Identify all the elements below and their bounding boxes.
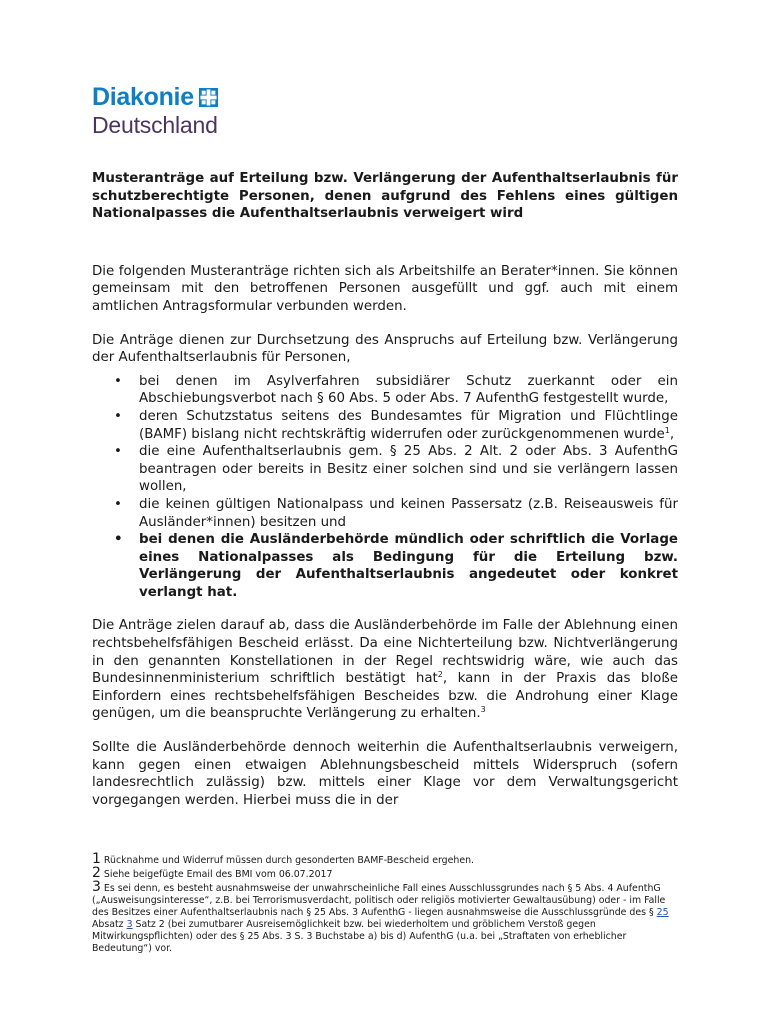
list-item: [92, 496, 678, 531]
bullet-icon: •: [114, 444, 122, 460]
footnote-ref-1: 1: [664, 425, 670, 435]
list-item: [92, 408, 678, 443]
footnote-text: Es sei denn, es besteht ausnahmsweise der unwahrscheinliche Fall eines Ausschlussgrundes nach § 5 Abs. 4 AufenthG („Ausweisungsinteresse“, z.B. bei Terrorismusverdacht, politisch oder religiös motivierter Gewaltausübung) oder - im Falle des Besitzes einer Aufenthaltserlaubnis nach § 25 Abs. 3 AufenthG - liegen ausnahmsweise die Ausschlussgründe des §: [92, 883, 666, 918]
footnote-number: 1: [92, 851, 101, 867]
bullet-icon: •: [114, 373, 122, 389]
logo-top-row: [92, 84, 218, 110]
aim-paragraph: [92, 617, 678, 723]
footnote-text: Siehe beigefügte Email des BMI vom 06.07.2017: [103, 869, 333, 880]
footnote-ref-2: 2: [437, 670, 443, 680]
bullet-icon: •: [114, 532, 123, 548]
lead-paragraph: Die Anträge dienen zur Durchsetzung des Anspruchs auf Erteilung bzw. Verlängerung der Aufenthaltserlaubnis für Personen,: [92, 332, 678, 366]
footnote-number: 2: [92, 865, 101, 881]
bullet-icon: •: [114, 408, 122, 424]
list-item-suffix: ,: [669, 426, 675, 442]
list-item-text: bei denen die Ausländerbehörde mündlich oder schriftlich die Vorlage eines Nationalpasses als Bedingung für die Erteilung bzw. Verlängerung der Aufenthaltserlaubnis angedeutet oder konkret verlangt hat.: [139, 532, 678, 600]
footnote-text: Absatz: [92, 919, 124, 930]
aim-text-end: , kann in der Praxis das bloße Einfordern eines rechtsbehelfsfähigen Bescheides bzw. die Androhung einer Klage genügen, um die beanspruchte Verlängerung zu erhalten.: [92, 671, 678, 722]
footnote-3: [92, 881, 678, 955]
list-item: [92, 443, 678, 496]
list-item: [92, 373, 678, 408]
footnotes: [92, 853, 678, 955]
logo-brand-text: Diakonie: [92, 83, 194, 111]
aim-text-start: Die Anträge zielen darauf ab, dass die Ausländerbehörde im Falle der Ablehnung einen rechtsbehelfsfähigen Bescheid erlässt. Da eine Nichterteilung bzw. Nichtverlängerung in den genannten Konstellationen in der Regel rechtswidrig wäre, wie auch das Bundesinnenministerium schriftlich bestätigt hat: [92, 618, 678, 687]
intro-paragraph: Die folgenden Musteranträge richten sich als Arbeitshilfe an Berater*innen. Sie können gemeinsam mit den betroffenen Personen ausgefüllt und ggf. auch mit einem amtlichen Antragsformular verbunden werden.: [92, 263, 678, 314]
diakonie-cross-icon: [199, 88, 218, 107]
list-item-text: die keinen gültigen Nationalpass und keinen Passersatz (z.B. Reiseausweis für Ausländer*innen) besitzen und: [139, 496, 678, 530]
footnote-text: Rücknahme und Widerruf müssen durch gesonderten BAMF-Bescheid ergehen.: [103, 855, 475, 866]
footnote-text: Satz 2 (bei zumutbarer Ausreisemöglichkeit bzw. bei wiederholtem und gröblichem Verstoß gegen Mitwirkungspflichten) oder des § 25 Abs. 3 S. 3 Buchstabe a) bis d) AufenthG (u.a. bei „Straftaten von erheblicher Bedeutung“) vor.: [92, 919, 627, 954]
objection-paragraph: Sollte die Ausländerbehörde dennoch weiterhin die Aufenthaltserlaubnis verweigern, kann gegen einen etwaigen Ablehnungsbescheid mittels Widerspruch (sofern landesrechtlich zulässig) bzw. mittels einer Klage vor dem Verwaltungsgericht vorgegangen werden. Hierbei muss die in der: [92, 740, 678, 808]
diakonie-logo: [92, 84, 218, 137]
document-title: Musteranträge auf Erteilung bzw. Verlängerung der Aufenthaltserlaubnis für schutzberechtigte Personen, denen aufgrund des Fehlens eines gültigen Nationalpasses die Aufenthaltserlaubnis verweigert wird: [92, 171, 678, 222]
document-body: [92, 170, 678, 809]
bullet-icon: •: [114, 496, 122, 512]
footnote-ref-3: 3: [480, 705, 486, 715]
footnote-1: [92, 853, 678, 867]
footnote-link-paragraph[interactable]: 25: [656, 907, 669, 918]
footnote-2: [92, 867, 678, 881]
footnote-number: 3: [92, 879, 101, 895]
list-item-text: die eine Aufenthaltserlaubnis gem. § 25 Abs. 2 Alt. 2 oder Abs. 3 AufenthG beantragen oder bereits in Besitz einer solchen sind und sie verlängern lassen wollen,: [139, 444, 678, 495]
criteria-list: [92, 373, 678, 602]
logo-subbrand-text: Deutschland: [92, 112, 218, 138]
list-item-text: bei denen im Asylverfahren subsidiärer Schutz zuerkannt oder ein Abschiebungsverbot nach § 60 Abs. 5 oder Abs. 7 AufenthG festgestellt wurde,: [139, 373, 678, 407]
list-item: [92, 531, 678, 601]
footnote-link-absatz[interactable]: 3: [126, 919, 133, 930]
list-item-text: deren Schutzstatus seitens des Bundesamtes für Migration und Flüchtlinge (BAMF) bislang nicht rechtskräftig widerrufen oder zurückgenommenen wurde: [139, 408, 678, 442]
